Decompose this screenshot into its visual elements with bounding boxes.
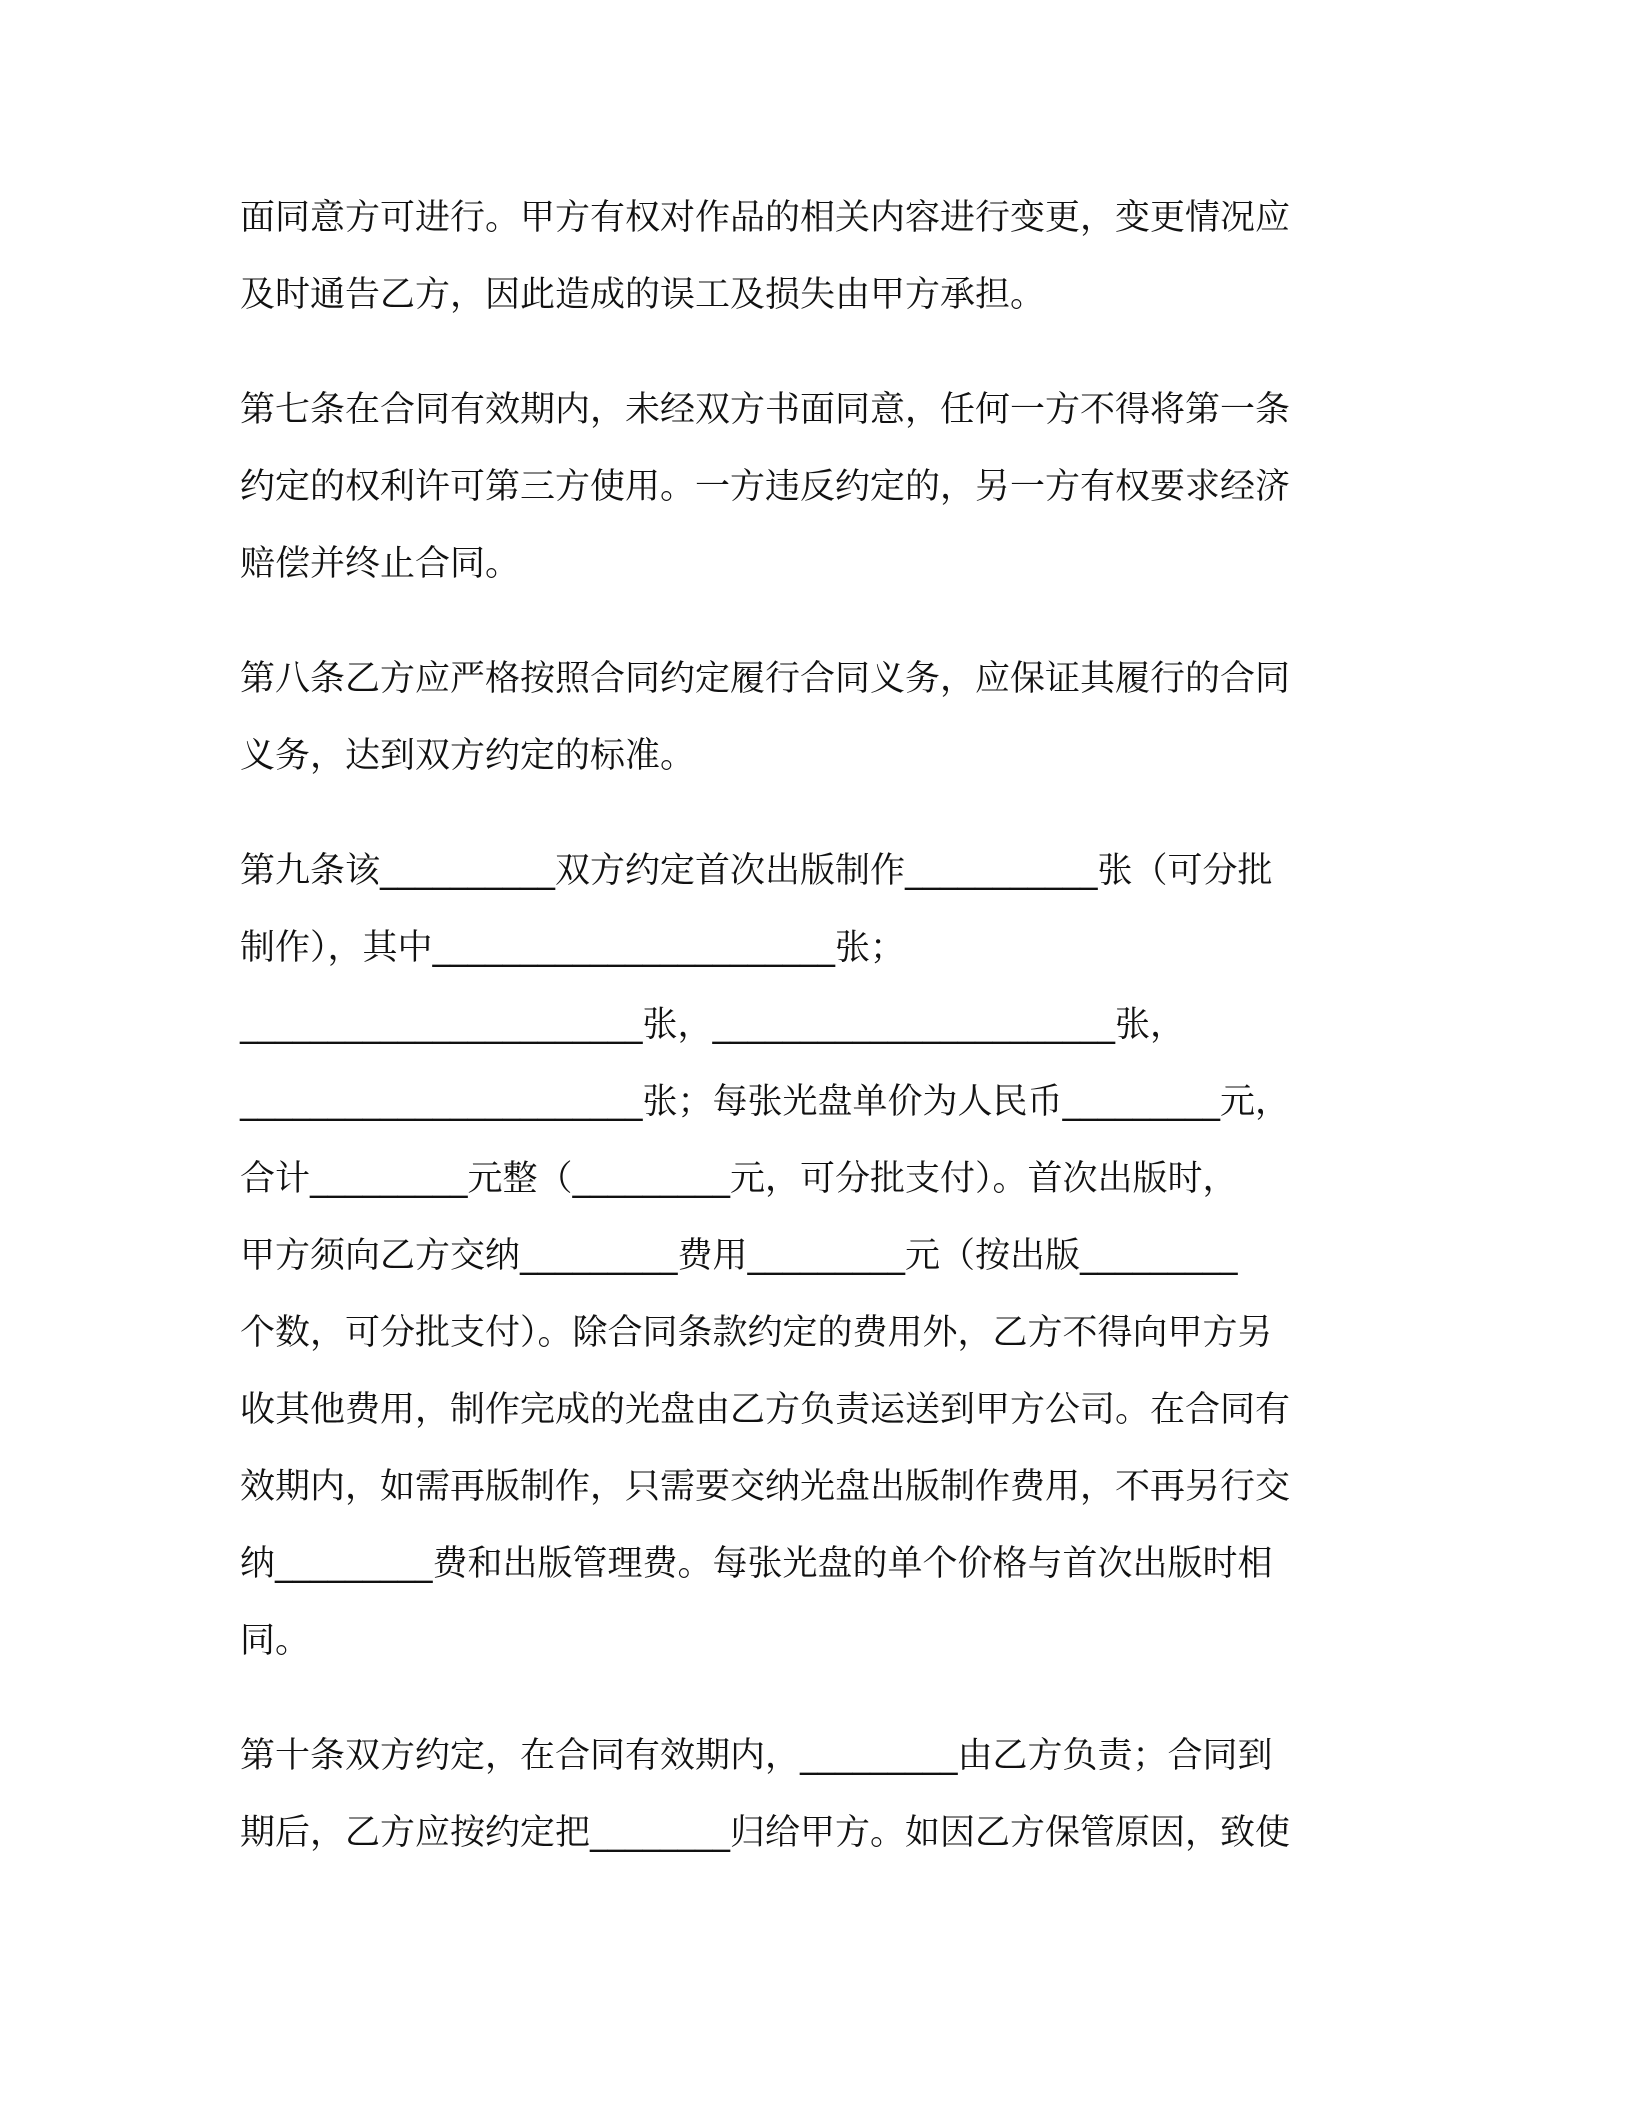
text-line: 同。 [240,1621,311,1661]
paragraph-article-10 [240,1730,1390,1884]
text-line: 及时通告乙方，因此造成的误工及损失由甲方承担。 [240,275,1046,315]
paragraph-article-8 [240,653,1390,807]
paragraph-article-7 [240,384,1390,615]
text-line: 甲方须向乙方交纳_________费用_________元（按出版_________ [240,1236,1238,1276]
text-line: 第七条在合同有效期内，未经双方书面同意，任何一方不得将第一条 [240,390,1291,430]
text-line: 期后，乙方应按约定把________归给甲方。如因乙方保管原因，致使 [240,1813,1291,1853]
text-line: 赔偿并终止合同。 [240,544,521,584]
text-line: 第十条双方约定，在合同有效期内，_________由乙方负责；合同到 [240,1736,1273,1776]
text-line: 收其他费用，制作完成的光盘由乙方负责运送到甲方公司。在合同有 [240,1390,1291,1430]
paragraph-article-9 [240,845,1390,1692]
text-line: 合计_________元整（_________元，可分批支付）。首次出版时， [240,1159,1238,1199]
text-line: 第八条乙方应严格按照合同约定履行合同义务，应保证其履行的合同 [240,659,1291,699]
text-line: 第九条该__________双方约定首次出版制作___________张（可分批 [240,851,1273,891]
text-line: 纳_________费和出版管理费。每张光盘的单个价格与首次出版时相 [240,1544,1273,1584]
text-line: 个数，可分批支付）。除合同条款约定的费用外，乙方不得向甲方另 [240,1313,1273,1353]
text-line: _______________________张，_______________________张， [240,1005,1186,1045]
text-line: 约定的权利许可第三方使用。一方违反约定的，另一方有权要求经济 [240,467,1291,507]
text-line: _______________________张；每张光盘单价为人民币_________元， [240,1082,1291,1122]
paragraph-continuation [240,192,1390,346]
text-line: 面同意方可进行。甲方有权对作品的相关内容进行变更，变更情况应 [240,198,1291,238]
text-line: 制作），其中_______________________张； [240,928,906,968]
text-line: 义务，达到双方约定的标准。 [240,736,696,776]
document-body [240,192,1390,1922]
text-line: 效期内，如需再版制作，只需要交纳光盘出版制作费用，不再另行交 [240,1467,1291,1507]
